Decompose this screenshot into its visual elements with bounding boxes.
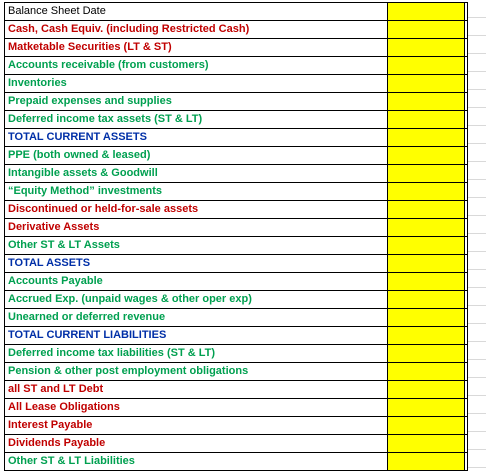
row-label-cell[interactable]: Accrued Exp. (unpaid wages & other oper exp) (5, 291, 388, 308)
row-gap-cell[interactable] (465, 273, 468, 290)
row-label-cell[interactable]: Inventories (5, 75, 388, 92)
row-value-cell[interactable] (388, 435, 465, 452)
row-label-cell[interactable]: Discontinued or held-for-sale assets (5, 201, 388, 218)
row-gap-cell[interactable] (465, 183, 468, 200)
row-value-cell[interactable] (388, 255, 465, 272)
row-value-cell[interactable] (388, 237, 465, 254)
row-value-cell[interactable] (388, 309, 465, 326)
balance-sheet-table (4, 2, 468, 471)
table-row (5, 39, 468, 57)
table-row (5, 201, 468, 219)
table-row (5, 399, 468, 417)
row-gap-cell[interactable] (465, 363, 468, 380)
row-value-cell[interactable] (388, 165, 465, 182)
row-value-cell[interactable] (388, 399, 465, 416)
row-gap-cell[interactable] (465, 129, 468, 146)
row-label-cell[interactable]: Dividends Payable (5, 435, 388, 452)
row-label-cell[interactable]: Deferred income tax liabilities (ST & LT) (5, 345, 388, 362)
row-gap-cell[interactable] (465, 417, 468, 434)
table-row (5, 129, 468, 147)
row-gap-cell[interactable] (465, 435, 468, 452)
row-value-cell[interactable] (388, 327, 465, 344)
row-label-cell[interactable]: Matketable Securities (LT & ST) (5, 39, 388, 56)
row-value-cell[interactable] (388, 219, 465, 236)
row-label-cell[interactable]: Accounts Payable (5, 273, 388, 290)
table-row (5, 237, 468, 255)
row-value-cell[interactable] (388, 417, 465, 434)
table-row (5, 291, 468, 309)
table-row (5, 255, 468, 273)
row-label-cell[interactable]: Balance Sheet Date (5, 3, 388, 20)
row-value-cell[interactable] (388, 147, 465, 164)
row-gap-cell[interactable] (465, 3, 468, 20)
row-label-cell[interactable]: Cash, Cash Equiv. (including Restricted Cash) (5, 21, 388, 38)
row-value-cell[interactable] (388, 291, 465, 308)
row-value-cell[interactable] (388, 57, 465, 74)
row-gap-cell[interactable] (465, 399, 468, 416)
row-value-cell[interactable] (388, 345, 465, 362)
row-value-cell[interactable] (388, 3, 465, 20)
row-label-cell[interactable]: Intangible assets & Goodwill (5, 165, 388, 182)
row-gap-cell[interactable] (465, 291, 468, 308)
row-label-cell[interactable]: Other ST & LT Liabilities (5, 453, 388, 470)
row-gap-cell[interactable] (465, 111, 468, 128)
row-gap-cell[interactable] (465, 453, 468, 470)
row-gap-cell[interactable] (465, 309, 468, 326)
row-gap-cell[interactable] (465, 327, 468, 344)
row-label-cell[interactable]: Prepaid expenses and supplies (5, 93, 388, 110)
table-row (5, 147, 468, 165)
table-row (5, 345, 468, 363)
row-value-cell[interactable] (388, 93, 465, 110)
row-label-cell[interactable]: “Equity Method” investments (5, 183, 388, 200)
row-value-cell[interactable] (388, 39, 465, 56)
table-row (5, 165, 468, 183)
table-row (5, 417, 468, 435)
row-value-cell[interactable] (388, 21, 465, 38)
table-row (5, 453, 468, 471)
table-row (5, 381, 468, 399)
row-value-cell[interactable] (388, 129, 465, 146)
row-gap-cell[interactable] (465, 237, 468, 254)
row-label-cell[interactable]: Other ST & LT Assets (5, 237, 388, 254)
row-gap-cell[interactable] (465, 147, 468, 164)
row-label-cell[interactable]: TOTAL ASSETS (5, 255, 388, 272)
table-row (5, 273, 468, 291)
row-label-cell[interactable]: TOTAL CURRENT LIABILITIES (5, 327, 388, 344)
row-gap-cell[interactable] (465, 39, 468, 56)
row-value-cell[interactable] (388, 183, 465, 200)
row-value-cell[interactable] (388, 453, 465, 470)
row-gap-cell[interactable] (465, 255, 468, 272)
table-row (5, 3, 468, 21)
table-row (5, 219, 468, 237)
row-label-cell[interactable]: PPE (both owned & leased) (5, 147, 388, 164)
row-label-cell[interactable]: all ST and LT Debt (5, 381, 388, 398)
row-gap-cell[interactable] (465, 93, 468, 110)
row-label-cell[interactable]: Accounts receivable (from customers) (5, 57, 388, 74)
row-gap-cell[interactable] (465, 219, 468, 236)
table-row (5, 309, 468, 327)
table-row (5, 363, 468, 381)
row-label-cell[interactable]: Deferred income tax assets (ST & LT) (5, 111, 388, 128)
row-gap-cell[interactable] (465, 201, 468, 218)
table-row (5, 75, 468, 93)
row-value-cell[interactable] (388, 201, 465, 218)
row-value-cell[interactable] (388, 75, 465, 92)
row-label-cell[interactable]: Unearned or deferred revenue (5, 309, 388, 326)
row-label-cell[interactable]: Interest Payable (5, 417, 388, 434)
row-gap-cell[interactable] (465, 165, 468, 182)
table-row (5, 327, 468, 345)
table-row (5, 183, 468, 201)
row-label-cell[interactable]: Pension & other post employment obligations (5, 363, 388, 380)
table-row (5, 21, 468, 39)
table-row (5, 93, 468, 111)
row-label-cell[interactable]: Derivative Assets (5, 219, 388, 236)
row-label-cell[interactable]: TOTAL CURRENT ASSETS (5, 129, 388, 146)
table-row (5, 435, 468, 453)
row-value-cell[interactable] (388, 381, 465, 398)
row-label-cell[interactable]: All Lease Obligations (5, 399, 388, 416)
row-gap-cell[interactable] (465, 21, 468, 38)
table-row (5, 111, 468, 129)
row-gap-cell[interactable] (465, 381, 468, 398)
row-value-cell[interactable] (388, 273, 465, 290)
row-value-cell[interactable] (388, 363, 465, 380)
row-gap-cell[interactable] (465, 75, 468, 92)
background-gridlines (467, 0, 486, 476)
row-gap-cell[interactable] (465, 345, 468, 362)
row-value-cell[interactable] (388, 111, 465, 128)
row-gap-cell[interactable] (465, 57, 468, 74)
table-row (5, 57, 468, 75)
